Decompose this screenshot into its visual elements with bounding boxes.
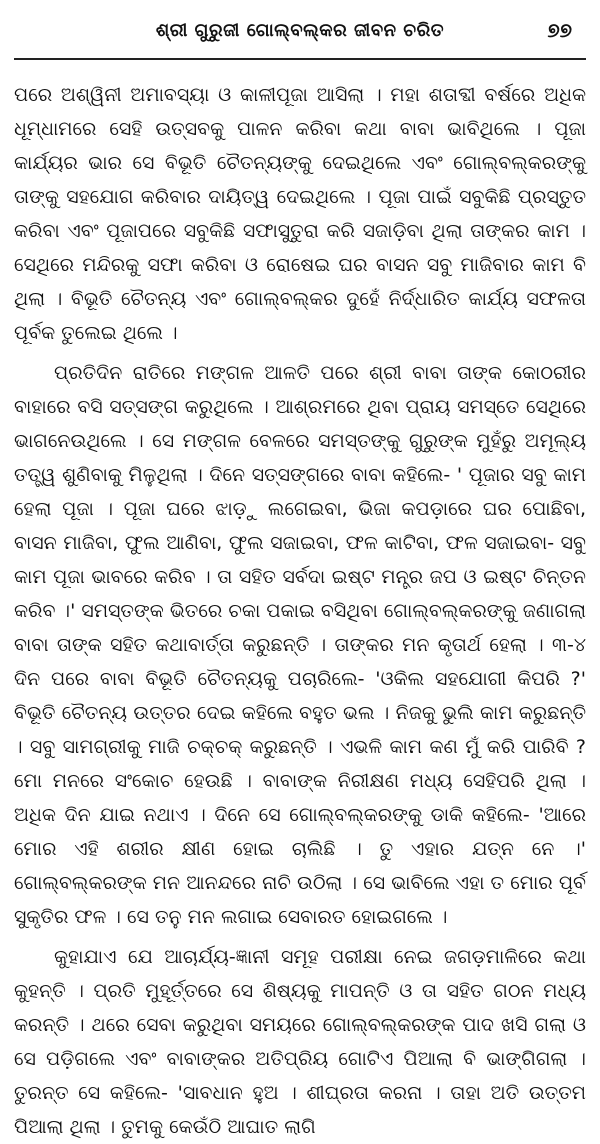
paragraph-2: ପ୍ରତିଦିନ ରାତିରେ ମଙ୍ଗଳ ଆଳତି ପରେ ଶ୍ରୀ ବାବା ତାଙ୍କ କୋଠରୀର ବାହାରେ ବସି ସତ୍‌ସଙ୍ଗ କରୁଥିଲେ । ଆଶ୍ରମରେ ଥିବା ପ୍ରାୟ ସମସ୍ତେ ସେଥିରେ ଭାଗନେଉଥିଲେ । ସେ ମଙ୍ଗଳ ବେଳରେ ସମସ୍ତଙ୍କୁ ଗୁରୁଙ୍କ ମୁହଁରୁ ଅମୂଲ୍ୟ ତତ୍ତ୍ୱ ଶୁଣିବାକୁ ମିଳୁଥିଲା । ଦିନେ ସତ୍‌ସଙ୍ଗରେ ବାବା କହିଲେ- ' ପୂଜାର ସବୁ କାମ ହେଲା ପୂଜା । ପୂଜା ଘରେ ଝାଡ଼ୁ ଲଗେଇବା, ଭିଜା କପଡ଼ାରେ ଘର ପୋଛିବା, ବାସନ ମାଜିବା, ଫୁଲ ଆଣିବା, ଫୁଲ ସଜାଇବା, ଫଳ କାଟିବା, ଫଳ ସଜାଇବା- ସବୁ କାମ ପୂଜା ଭାବରେ କରିବ । ତା ସହିତ ସର୍ବଦା ଇଷ୍ଟ ମନ୍ତ୍ର ଜପ ଓ ଇଷ୍ଟ ଚିନ୍ତନ କରିବ ।' ସମସ୍ତଙ୍କ ଭିତରେ ଚକା ପକାଇ ବସିଥିବା ଗୋଲ୍‌ବଲ୍‌କରଙ୍କୁ ଜଣାଗଲା ବାବା ତାଙ୍କ ସହିତ କଥାବାର୍ତ୍ତା କରୁଛନ୍ତି । ତାଙ୍କର ମନ କୃତାର୍ଥ ହେଲା । ୩-୪ ଦିନ ପରେ ବାବା ବିଭୂତି ଚୈତନ୍ୟକୁ ପଚାରିଲେ- 'ଓକିଲ ସହଯୋଗୀ କିପରି ?' ବିଭୂତି ଚୈତନ୍ୟ ଉତ୍ତର ଦେଇ କହିଲେ ବହୁତ ଭଲ । ନିଜକୁ ଭୁଲି କାମ କରୁଛନ୍ତି । ସବୁ ସାମଗ୍ରୀକୁ ମାଜି ଚକ୍‌ଚକ୍ କରୁଛନ୍ତି । ଏଭଳି କାମ କଣ ମୁଁ କରି ପାରିବି ? ମୋ ମନରେ ସଂକୋଚ ହେଉଛି । ବାବାଙ୍କ ନିରୀକ୍ଷଣ ମଧ୍ୟ ସେହିପରି ଥିଲା । ଅଧିକ ଦିନ ଯାଇ ନଥାଏ । ଦିନେ ସେ ଗୋଲ୍‌ବଲ୍‌କରଙ୍କୁ ଡାକି କହିଲେ- 'ଆରେ ମୋର ଏହି ଶରୀର କ୍ଷୀଣ ହୋଇ ଚାଲିଛି । ତୁ ଏହାର ଯତ୍ନ ନେ ।' ଗୋଲ୍‌ବଲ୍‌କରଙ୍କ ମନ ଆନନ୍ଦରେ ନାଚି ଉଠିଲା । ସେ ଭାବିଲେ ଏହା ତ ମୋର ପୂର୍ବ ସୁକୃତିର ଫଳ । ସେ ତନୁ ମନ ଲଗାଇ ସେବାରତ ହୋଇଗଲେ । <box>14 362 586 928</box>
paragraph-1: ପରେ ଅଶ୍ୱିନୀ ଅମାବସ୍ୟା ଓ କାଳୀପୂଜା ଆସିଲା । ମହା ଶତାବ୍ଦୀ ବର୍ଷରେ ଅଧିକ ଧୂମ୍‌ଧାମରେ ସେହି ଉତ୍ସବକୁ ପାଳନ କରିବା କଥା ବାବା ଭାବିଥିଲେ । ପୂଜା କାର୍ଯ୍ୟର ଭାର ସେ ବିଭୂତି ଚୈତନ୍ୟଙ୍କୁ ଦେଇଥିଲେ ଏବଂ ଗୋଲ୍‌ବଲ୍‌କରଙ୍କୁ ତାଙ୍କୁ ସହଯୋଗ କରିବାର ଦାୟିତ୍ୱ ଦେଇଥିଲେ । ପୂଜା ପାଇଁ ସବୁକିଛି ପ୍ରସ୍ତୁତ କରିବା ଏବଂ ପୂଜାପରେ ସବୁକିଛି ସଫାସୁତୁରା କରି ସଜାଡ଼ିବା ଥିଲା ତାଙ୍କର କାମ । ସେଥିରେ ମନ୍ଦିରକୁ ସଫା କରିବା ଓ ରୋଷେଇ ଘର ବାସନ ସବୁ ମାଜିବାର କାମ ବି ଥିଲା । ବିଭୂତି ଚୈତନ୍ୟ ଏବଂ ଗୋଲ୍‌ବଲ୍‌କର ଦୁହେଁ ନିର୍ଦ୍ଧାରିତ କାର୍ଯ୍ୟ ସଫଳତା ପୂର୍ବକ ତୁଲେଇ ଥିଲେ । <box>14 84 586 344</box>
body-text <box>14 78 586 1144</box>
header-divider <box>14 58 586 60</box>
book-title: ଶ୍ରୀ ଗୁରୁଜୀ ଗୋଲ୍‌ବଲ୍‌କର ଜୀବନ ଚରିତ <box>155 20 445 41</box>
page-number: ୭୭ <box>547 18 572 42</box>
running-header <box>0 8 600 52</box>
paragraph-3: କୁହାଯାଏ ଯେ ଆଚାର୍ଯ୍ୟ-ଜ୍ଞାନୀ ସମୂହ ପରୀକ୍ଷା ନେଇ ଜଗଡ଼ମାଳିରେ କଥା କୁହନ୍ତି । ପ୍ରତି ମୁହୂର୍ତ୍ତରେ ସେ ଶିଷ୍ୟକୁ ମାପନ୍ତି ଓ ତା ସହିତ ଗଠନ ମଧ୍ୟ କରନ୍ତି । ଥରେ ସେବା କରୁଥିବା ସମୟରେ ଗୋଲ୍‌ବଲ୍‌କରଙ୍କ ପାଦ ଖସି ଗଲା ଓ ସେ ପଡ଼ିଗଲେ ଏବଂ ବାବାଙ୍କର ଅତିପ୍ରିୟ ଗୋଟିଏ ପିଆଲା ବି ଭାଙ୍ଗିଗଲା । ତୁରନ୍ତ ସେ କହିଲେ- 'ସାବଧାନ ହୁଅ । ଶୀଘ୍ରତା କରନା । ତାହା ଅତି ଉତ୍ତମ ପିଆଲା ଥିଲା । ତୁମକୁ କେଉଁଠି ଆଘାତ ଲାଗି <box>14 946 586 1138</box>
